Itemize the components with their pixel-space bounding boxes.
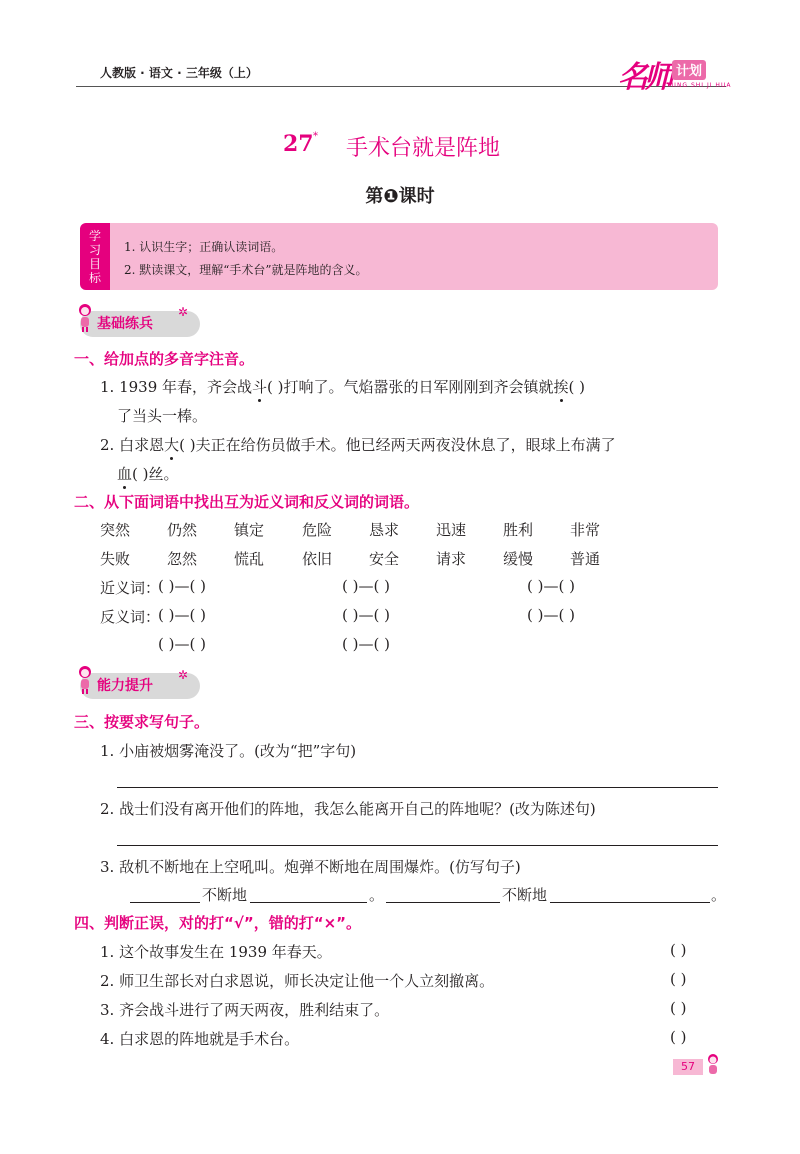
question-4-heading: 四、判断正误，对的打“√”，错的打“×”。 [74, 914, 362, 932]
period-mark: 。 [711, 886, 727, 904]
period-number: ❶ [383, 186, 399, 207]
q1-line-4 [117, 463, 179, 484]
word: 危险 [302, 521, 333, 539]
section-label-basic: 基础练兵 [97, 316, 153, 332]
goal-item: 2. 默读课文，理解“手术台”就是阵地的含义。 [124, 263, 368, 277]
goal-tab-char: 目 [88, 257, 101, 271]
goal-item: 1. 认识生字；正确认读词语。 [124, 240, 284, 254]
q1-line-1 [100, 376, 585, 397]
goal-tab-char: 学 [88, 229, 101, 243]
answer-line[interactable] [117, 787, 718, 788]
judgement-answer-box[interactable]: ( ) [670, 941, 687, 959]
question-1-heading: 一、给加点的多音字注音。 [74, 350, 255, 368]
sparkle-icon: ✲ [178, 305, 189, 319]
word: 恳求 [369, 521, 400, 539]
learning-goals-tab [80, 223, 110, 290]
q1-text: 2. 白求恩 [100, 436, 165, 454]
word: 安全 [369, 550, 400, 568]
dotted-char: 斗 [252, 378, 268, 396]
antonym-pair-blank[interactable]: ( )—( ) [158, 606, 206, 624]
lesson-number: 27 [283, 131, 314, 157]
antonym-pair-blank[interactable]: ( )—( ) [342, 635, 390, 653]
word: 普通 [570, 550, 601, 568]
period-title [0, 182, 800, 208]
synonym-pair-blank[interactable]: ( )—( ) [158, 577, 206, 595]
q3-sentence-2: 2. 战士们没有离开他们的阵地，我怎么能离开自己的阵地呢？(改为陈述句) [100, 800, 596, 818]
brand-logo-pinyin: MING SHI JI HUA [668, 82, 732, 89]
q1-text: 1. 1939 年春，齐会战 [100, 378, 253, 396]
word: 慌乱 [234, 550, 265, 568]
answer-line[interactable] [130, 902, 200, 903]
q3-sentence-3: 3. 敌机不断地在上空吼叫。炮弹不断地在周围爆炸。(仿写句子) [100, 858, 521, 876]
answer-line[interactable] [250, 902, 367, 903]
lesson-star: * [313, 131, 318, 142]
goal-tab-char: 标 [88, 271, 101, 285]
q1-text: ( )打响了。气焰嚣张的日军刚刚到齐会镇就 [267, 378, 554, 396]
judgement-answer-box[interactable]: ( ) [670, 999, 687, 1017]
antonym-pair-blank[interactable]: ( )—( ) [158, 635, 206, 653]
answer-line[interactable] [550, 902, 710, 903]
word: 镇定 [234, 521, 265, 539]
synonym-pair-blank[interactable]: ( )—( ) [342, 577, 390, 595]
q1-text: ( )夫正在给伤员做手术。他已经两天两夜没休息了，眼球上布满了 [179, 436, 616, 454]
judgement-item: 3. 齐会战斗进行了两天两夜，胜利结束了。 [100, 1001, 390, 1019]
judgement-answer-box[interactable]: ( ) [670, 970, 687, 988]
judgement-item: 1. 这个故事发生在 1939 年春天。 [100, 943, 332, 961]
antonym-label: 反义词： [100, 608, 161, 626]
dotted-char: 挨 [553, 378, 569, 396]
question-3-heading: 三、按要求写句子。 [74, 713, 210, 731]
period-prefix: 第 [365, 186, 384, 207]
word: 失败 [100, 550, 131, 568]
brand-logo: 名师 [618, 60, 670, 95]
fill-word: 不断地 [202, 886, 248, 904]
word: 请求 [436, 550, 467, 568]
girl-mascot-icon [704, 1052, 722, 1078]
girl-mascot-icon [76, 302, 94, 332]
q1-line-2: 了当头一棒。 [117, 407, 208, 425]
answer-line[interactable] [117, 845, 718, 846]
synonym-pair-blank[interactable]: ( )—( ) [527, 577, 575, 595]
period-mark: 。 [369, 886, 385, 904]
judgement-item: 4. 白求恩的阵地就是手术台。 [100, 1030, 300, 1048]
q3-sentence-1: 1. 小庙被烟雾淹没了。(改为“把”字句) [100, 742, 357, 760]
word: 非常 [570, 521, 601, 539]
q1-blank[interactable]: ( )丝。 [132, 465, 179, 483]
brand-logo-box: 计划 [672, 60, 706, 80]
antonym-pair-blank[interactable]: ( )—( ) [342, 606, 390, 624]
judgement-answer-box[interactable]: ( ) [670, 1028, 687, 1046]
goal-tab-char: 习 [88, 243, 101, 257]
judgement-item: 2. 师卫生部长对白求恩说，师长决定让他一个人立刻撤离。 [100, 972, 495, 990]
sparkle-icon: ✲ [178, 668, 189, 682]
section-label-ability: 能力提升 [97, 678, 153, 694]
question-2-heading: 二、从下面词语中找出互为近义词和反义词的词语。 [74, 493, 420, 511]
word: 突然 [100, 521, 131, 539]
word: 迅速 [436, 521, 467, 539]
antonym-pair-blank[interactable]: ( )—( ) [527, 606, 575, 624]
edition-header: 人教版 · 语文 · 三年级（上） [100, 66, 258, 80]
dotted-char: 血 [117, 465, 133, 483]
word: 缓慢 [503, 550, 534, 568]
word: 依旧 [302, 550, 333, 568]
word: 胜利 [503, 521, 534, 539]
answer-line[interactable] [386, 902, 500, 903]
fill-word: 不断地 [502, 886, 548, 904]
word: 仍然 [167, 521, 198, 539]
lesson-title: 手术台就是阵地 [346, 136, 501, 161]
word: 忽然 [167, 550, 198, 568]
q1-line-3 [100, 434, 616, 455]
dotted-char: 大 [164, 436, 180, 454]
period-suffix: 课时 [398, 186, 435, 207]
q1-blank[interactable]: ( ) [568, 378, 586, 396]
learning-goals-box [110, 223, 718, 290]
girl-mascot-icon [76, 664, 94, 694]
page-number: 57 [673, 1059, 703, 1075]
synonym-label: 近义词： [100, 579, 161, 597]
